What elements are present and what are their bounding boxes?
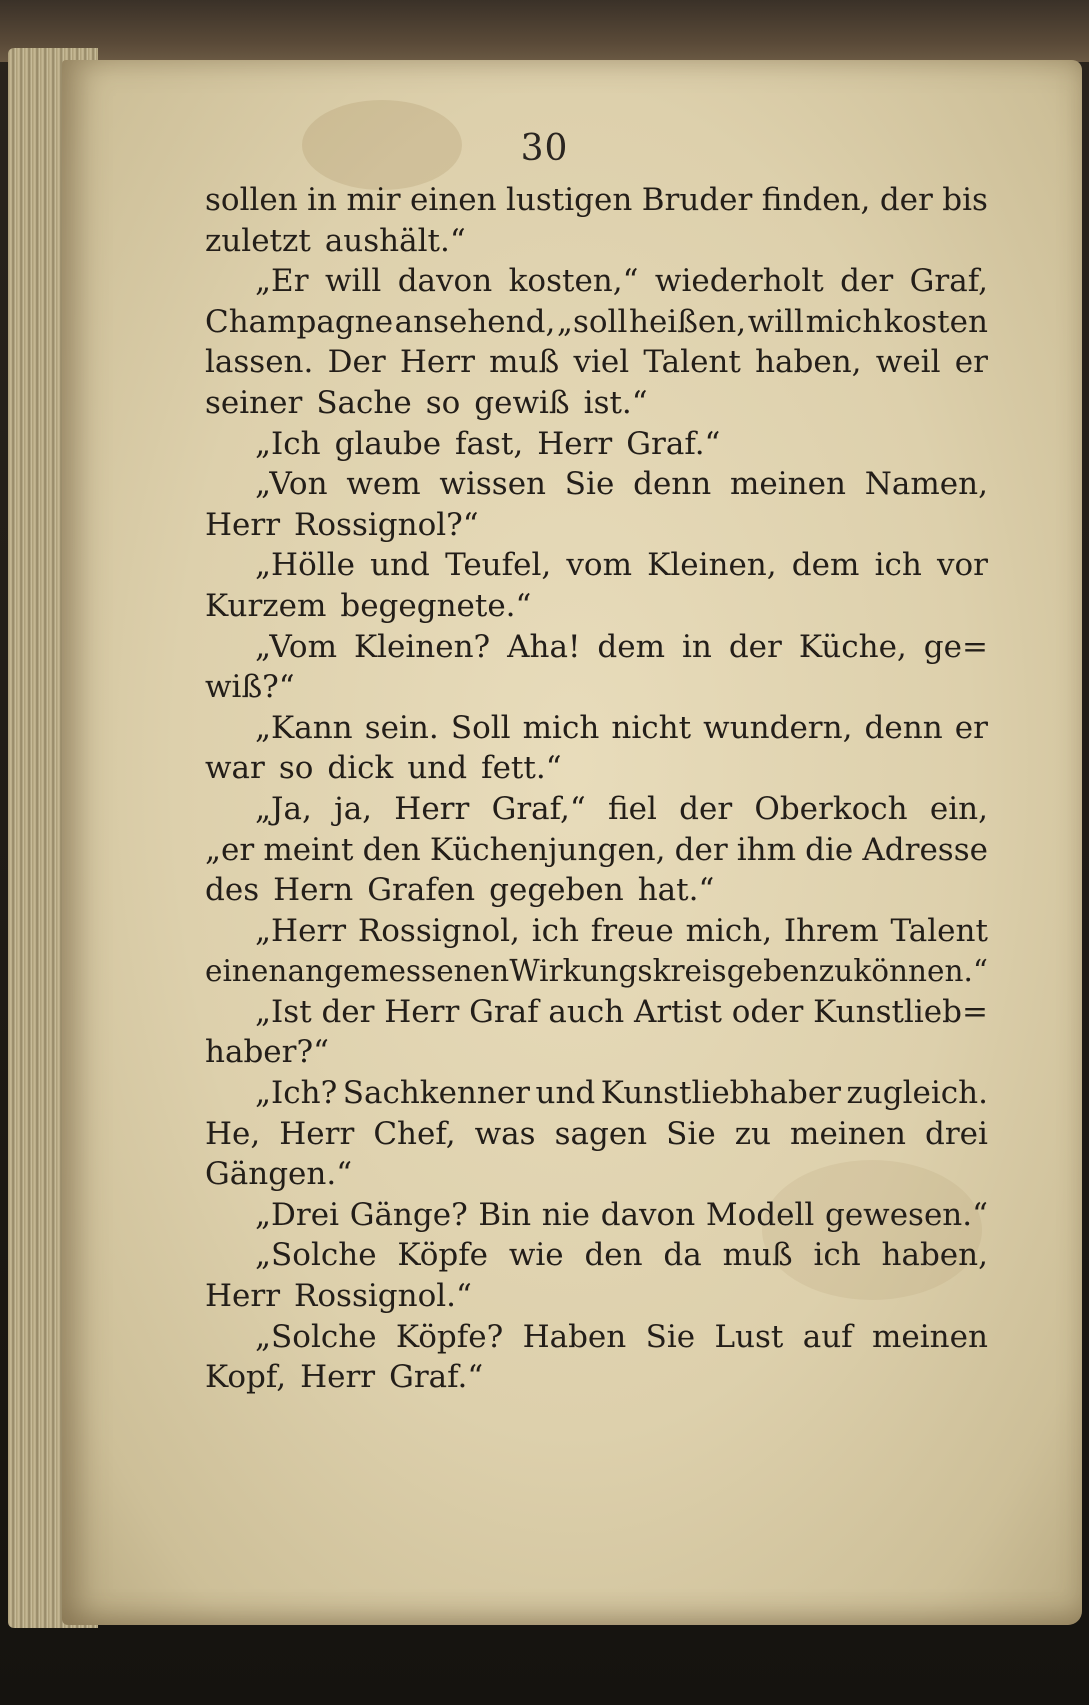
word: Bin: [478, 1196, 532, 1233]
word: Haben: [522, 1318, 627, 1355]
word: weil: [875, 344, 941, 381]
word: sagen: [554, 1115, 648, 1152]
word: Sie: [564, 466, 615, 503]
word: Bruder: [641, 182, 753, 218]
word: wiß?“: [205, 669, 295, 706]
word: „er: [205, 831, 255, 868]
word: in: [681, 628, 712, 665]
word: in: [307, 182, 338, 218]
word: will: [324, 263, 382, 300]
word: „Solche: [255, 1237, 377, 1274]
word: Graf.“: [626, 425, 721, 462]
text-line: [205, 708, 988, 749]
word: heißen,: [628, 303, 747, 340]
text-line: [205, 505, 988, 546]
word: Kleinen?: [353, 628, 491, 665]
word: Sie: [645, 1318, 696, 1355]
word: Der: [327, 344, 386, 381]
word: Herr: [394, 790, 470, 827]
word: und: [370, 547, 430, 584]
word: „Von: [255, 466, 328, 503]
word: davon: [397, 263, 493, 300]
word: „Solche: [255, 1318, 377, 1355]
word: wiederholt: [654, 263, 824, 300]
word: viel: [573, 344, 630, 381]
text-line: [205, 464, 988, 505]
word: Modell: [705, 1196, 815, 1233]
word: mich,: [685, 912, 773, 949]
word: ich: [531, 912, 579, 949]
word: freue: [590, 912, 674, 949]
text-line: [205, 627, 988, 668]
word: dem: [597, 628, 665, 665]
word: Sachkenner: [342, 1075, 531, 1112]
word: wie: [508, 1237, 564, 1274]
word: muß: [489, 344, 560, 381]
word: einen: [410, 182, 497, 218]
word: der: [321, 993, 375, 1030]
text-line: [205, 383, 988, 424]
word: davon: [600, 1196, 696, 1233]
word: er: [954, 709, 988, 746]
word: „Herr: [255, 912, 347, 949]
word: zu: [818, 954, 854, 989]
word: auch: [548, 993, 625, 1030]
word: nie: [541, 1196, 590, 1233]
word: da: [663, 1237, 702, 1274]
word: Talent: [890, 912, 988, 949]
word: gegeben: [489, 872, 624, 909]
word: drei: [925, 1115, 988, 1152]
word: die: [805, 831, 854, 868]
word: ja,: [334, 790, 373, 827]
word: „Kann: [255, 709, 353, 746]
word: haben,: [881, 1237, 988, 1274]
word: glaube: [334, 425, 442, 462]
word: dick: [327, 750, 394, 787]
word: der: [674, 831, 728, 868]
word: finden,: [761, 182, 871, 218]
text-line: [205, 1357, 988, 1398]
text-line: [205, 424, 988, 465]
word: Graf,: [909, 263, 988, 300]
word: Herr: [205, 506, 281, 543]
word: mir: [346, 182, 401, 218]
word: Herr: [399, 344, 475, 381]
word: Talent: [643, 344, 741, 381]
word: einen: [205, 954, 288, 989]
word: Soll: [450, 709, 511, 746]
word: Kopf,: [205, 1359, 287, 1396]
text-line: [205, 302, 988, 343]
word: der: [840, 263, 894, 300]
text-line: [205, 586, 988, 627]
word: Herr: [537, 425, 613, 462]
word: den: [584, 1237, 643, 1274]
word: Gänge?: [349, 1196, 468, 1233]
word: aushält.“: [324, 222, 466, 259]
text-line: [205, 667, 988, 708]
word: der: [679, 790, 733, 827]
word: „Drei: [255, 1196, 339, 1233]
word: so: [278, 750, 314, 787]
word: der: [728, 628, 782, 665]
word: meint: [263, 831, 354, 868]
word: Graf: [469, 993, 539, 1030]
word: meinen: [790, 1115, 906, 1152]
word: bis: [942, 182, 988, 218]
word: „soll: [556, 303, 628, 340]
word: will: [747, 303, 804, 340]
word: seiner: [205, 384, 303, 421]
word: vor: [936, 547, 988, 584]
word: vom: [566, 547, 632, 584]
word: er: [954, 344, 988, 381]
word: zu: [734, 1115, 772, 1152]
word: sein.: [364, 709, 439, 746]
word: dem: [791, 547, 860, 584]
word: Aha!: [507, 628, 581, 665]
word: gewiß: [474, 384, 570, 421]
word: Chef,: [373, 1115, 456, 1152]
book-binding-top: [0, 0, 1089, 62]
word: sollen: [205, 182, 298, 218]
page-number: 30: [520, 128, 569, 169]
word: „Hölle: [255, 547, 355, 584]
word: fast,: [455, 425, 524, 462]
text-line: [205, 992, 988, 1033]
word: mich: [805, 303, 883, 340]
text-line: [205, 261, 988, 302]
word: Graf,“: [491, 790, 586, 827]
word: Grafen: [367, 872, 476, 909]
word: ist.“: [583, 384, 648, 421]
word: Lust: [714, 1318, 784, 1355]
word: Küche,: [798, 628, 907, 665]
text-line: [205, 1195, 988, 1236]
text-line: [205, 1032, 988, 1073]
word: wissen: [439, 466, 546, 503]
word: ge=: [923, 628, 988, 665]
word: des: [205, 872, 260, 909]
word: Kunstliebhaber: [600, 1075, 841, 1112]
word: Rossignol,: [357, 912, 520, 949]
word: haben,: [755, 344, 862, 381]
word: Kunstlieb=: [813, 993, 988, 1030]
word: Rossignol.“: [294, 1278, 472, 1315]
word: meinen: [872, 1318, 988, 1355]
word: oder: [731, 993, 804, 1030]
word: Oberkoch: [754, 790, 908, 827]
word: wem: [346, 466, 421, 503]
word: Gängen.“: [205, 1156, 353, 1193]
word: kosten: [883, 303, 988, 340]
text-line: [205, 1073, 988, 1114]
text-line: [205, 1276, 988, 1317]
word: geben: [726, 954, 819, 989]
word: und: [407, 750, 468, 787]
word: Hern: [273, 872, 354, 909]
word: Kleinen,: [647, 547, 777, 584]
word: Rossignol?“: [294, 506, 479, 543]
word: Wirkungskreis: [509, 954, 727, 989]
word: ihm: [736, 831, 797, 868]
word: „Ist: [255, 993, 312, 1030]
word: nicht: [611, 709, 692, 746]
word: lassen.: [205, 344, 314, 381]
word: haber?“: [205, 1034, 329, 1071]
word: begegnete.“: [340, 587, 532, 624]
text-line: [205, 1154, 988, 1195]
word: auf: [802, 1318, 853, 1355]
word: Ihrem: [783, 912, 879, 949]
word: zugleich.: [846, 1075, 988, 1112]
text-line: [205, 1317, 988, 1358]
word: mich: [522, 709, 600, 746]
word: meinen: [730, 466, 846, 503]
text-line: [205, 180, 988, 221]
word: fiel: [607, 790, 657, 827]
word: Artist: [633, 993, 722, 1030]
word: gewesen.“: [824, 1196, 988, 1233]
word: hat.“: [637, 872, 715, 909]
word: ich: [874, 547, 922, 584]
word: Sie: [666, 1115, 716, 1152]
word: lustigen: [505, 182, 633, 218]
word: Champagne: [205, 303, 394, 340]
word: können.“: [853, 954, 988, 989]
text-line: [205, 221, 988, 262]
word: kosten,“: [508, 263, 639, 300]
word: der: [879, 182, 933, 218]
word: Herr: [300, 1359, 376, 1396]
text-line: [205, 1235, 988, 1276]
word: zuletzt: [205, 222, 311, 259]
word: He,: [205, 1115, 261, 1152]
word: Köpfe: [397, 1237, 489, 1274]
text-line: [205, 545, 988, 586]
word: ansehend,: [394, 303, 556, 340]
word: Küchenjungen,: [429, 831, 666, 868]
word: angemessenen: [287, 954, 510, 989]
word: Kurzem: [205, 587, 327, 624]
word: Sache: [316, 384, 412, 421]
word: was: [474, 1115, 536, 1152]
word: war: [205, 750, 265, 787]
word: so: [425, 384, 461, 421]
text-line: [205, 870, 988, 911]
word: muß: [722, 1237, 793, 1274]
word: fett.“: [481, 750, 562, 787]
word: „Vom: [255, 628, 337, 665]
text-line: [205, 748, 988, 789]
text-line: [205, 830, 988, 871]
text-line: [205, 789, 988, 830]
word: „Ja,: [255, 790, 312, 827]
text-line: [205, 911, 988, 952]
text-block: [205, 180, 988, 1398]
word: Graf.“: [389, 1359, 484, 1396]
text-line: [205, 951, 988, 992]
word: Herr: [384, 993, 460, 1030]
word: Namen,: [864, 466, 988, 503]
word: den: [362, 831, 421, 868]
text-line: [205, 1114, 988, 1155]
word: Teufel,: [445, 547, 552, 584]
word: denn: [633, 466, 712, 503]
word: Herr: [205, 1278, 281, 1315]
word: „Ich?: [255, 1075, 338, 1112]
word: Köpfe?: [395, 1318, 504, 1355]
word: Adresse: [862, 831, 988, 868]
word: ein,: [929, 790, 988, 827]
word: Herr: [279, 1115, 355, 1152]
word: ich: [813, 1237, 861, 1274]
word: wundern,: [703, 709, 853, 746]
word: „Er: [255, 263, 309, 300]
word: „Ich: [255, 425, 321, 462]
word: und: [535, 1075, 596, 1112]
text-line: [205, 342, 988, 383]
word: denn: [864, 709, 943, 746]
